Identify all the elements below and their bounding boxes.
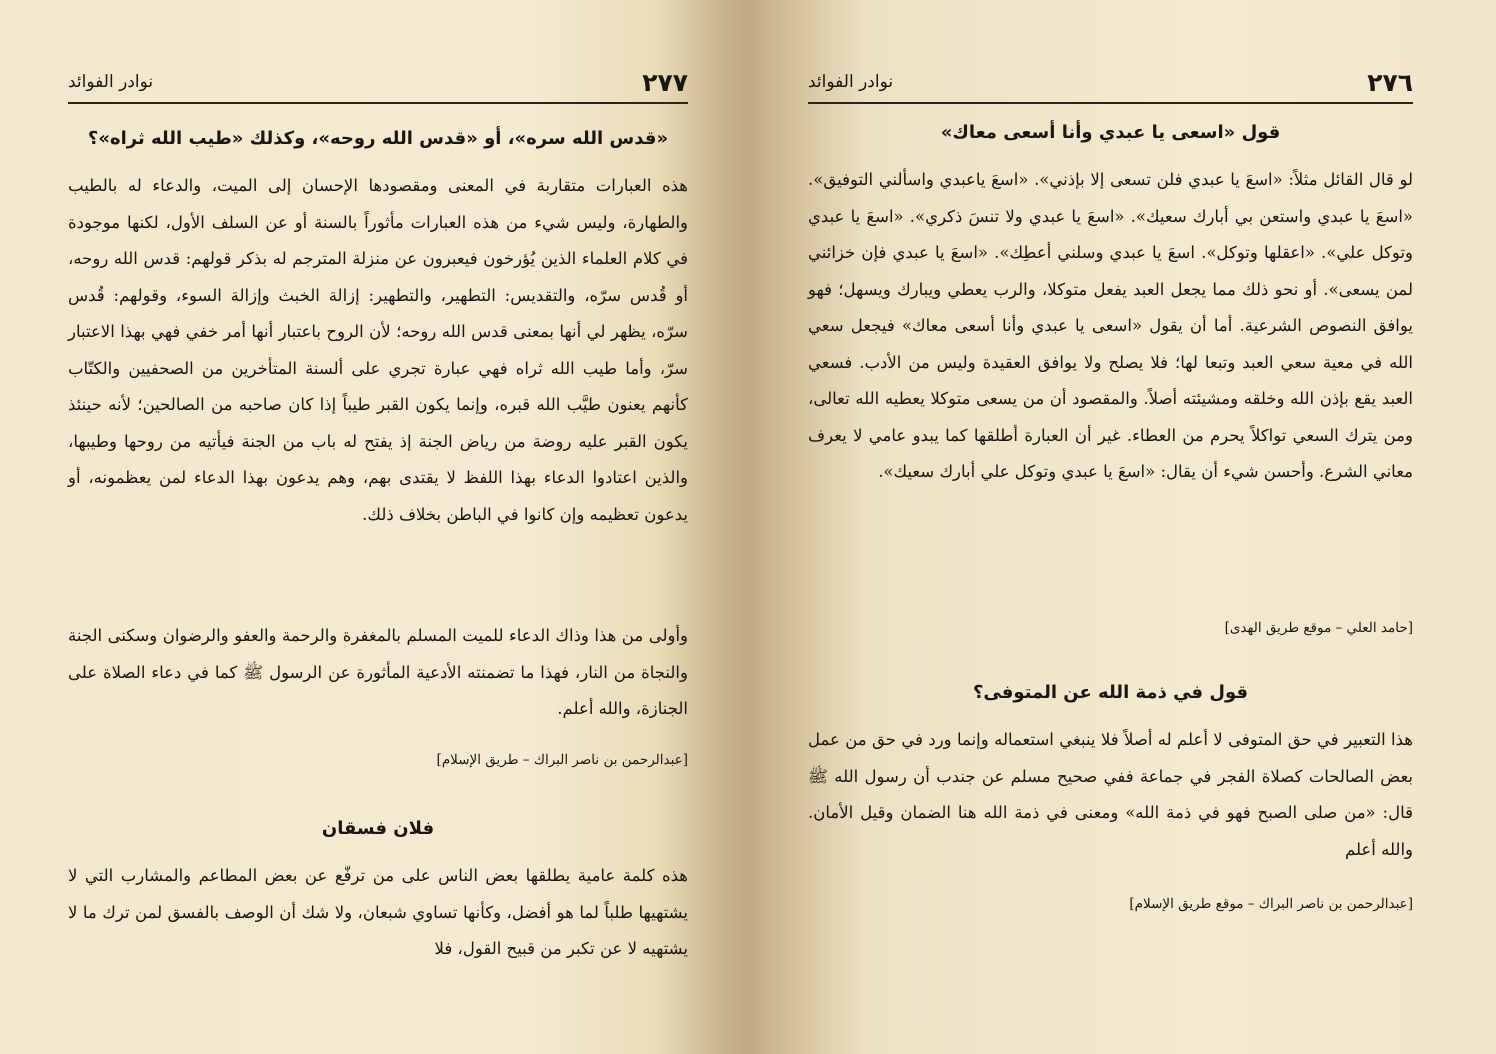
running-header [68,66,688,104]
paragraph: هذه العبارات متقاربة في المعنى ومقصودها الإحسان إلى الميت، والدعاء له بالطيب والطهارة، وليس شيء من هذه العبارات مأثوراً بالسنة أو عن السلف الأول، لكنها موجودة في كلام العلماء الذين يُؤرخون فيعبرون عن منزلة المترجم له بذكر قولهم: قدس الله روحه، أو قُدس سرّه، والتقديس: التطهير، والتطهير: إزالة الخبث وإزالة السوء، وقولهم: قُدس سرّه، يظهر لي أنها بمعنى قدس الله روحه؛ لأن الروح باعتبار أنها أمر خفي فهي بهذا الاعتبار سرّ، وأما طيب الله ثراه فهي عبارة تجري على ألسنة المتأخرين من الصحفيين والكتّاب كأنهم يعنون طيَّب الله قبره، وإنما يكون القبر طيباً إذا كان صاحبه من الصالحين؛ لأنه حينئذ يكون القبر عليه روضة من رياض الجنة إذ يفتح له باب من الجنة فيأتيه من روحها وطيبها، والذين اعتادوا الدعاء بهذا اللفظ لا يقتدى بهم، وهم يدعون بهذا الدعاء لمن يعظمونه، أو يدعون تعظيمه وإن كانوا في الباطن بخلاف ذلك. [68,176,688,524]
source-citation: [عبدالرحمن بن ناصر البراك – طريق الإسلام] [436,752,688,768]
section-title: «قدس الله سره»، أو «قدس الله روحه»، وكذلك «طيب الله ثراه»؟ [87,128,669,149]
left-page [68,0,688,1054]
section-title: قول «اسعى يا عبدي وأنا أسعى معاك» [940,122,1281,143]
section-title: فلان فسقان [321,818,435,839]
running-header [808,66,1413,104]
section-title: قول في ذمة الله عن المتوفى؟ [972,682,1249,703]
paragraph: هذه كلمة عامية يطلقها بعض الناس على من ترفّع عن بعض المطاعم والمشارب التي لا يشتهيها طلباً لما هو أفضل، وكأنها تساوي شبعان، ولا شك أن الوصف بالفسق لمن ترك ما لا يشتهيه لا عن تكبر من قبيح القول، فلا [68,866,688,958]
paragraph: هذا التعبير في حق المتوفى لا أعلم له أصلاً فلا ينبغي استعماله وإنما ورد في حق من عمل بعض الصالحات كصلاة الفجر في جماعة ففي صحيح مسلم عن جندب أن رسول الله ﷺ قال: «من صلى الصبح فهو في ذمة الله» ومعنى في ذمة الله هنا الضمان وقيل الأمان. والله أعلم [808,730,1413,859]
book-title: نوادر الفوائد [68,72,154,92]
paragraph: وأولى من هذا وذاك الدعاء للميت المسلم بالمغفرة والرحمة والعفو والرضوان وسكنى الجنة والنجاة من النار، فهذا ما تضمنته الأدعية المأثورة عن الرسول ﷺ كما في دعاء الصلاة على الجنازة، والله أعلم. [68,626,688,718]
source-citation: [حامد العلي – موقع طريق الهدى] [1224,620,1413,636]
page-number: ٢٧٦ [1367,68,1413,97]
paragraph: لو قال القائل مثلاً: «اسعَ يا عبدي فلن تسعى إلا بإذني». «اسعَ ياعبدي واسألني التوفيق». «اسعَ يا عبدي واستعن بي أبارك سعيك». «اسعَ يا عبدي ولا تنسَ ذكري». «اسعَ يا عبدي وتوكل علي». «اعقلها وتوكل». اسعَ يا عبدي وسلني أعطِك». «اسعَ يا عبدي فإن خزائني لمن يسعى». أو نحو ذلك مما يجعل العبد يفعل متوكلا، والرب يعطي ويبارك ويسهل؛ فهو يوافق النصوص الشرعية. أما أن يقول «اسعى يا عبدي وأنا أسعى معاك» فيجعل سعي الله في معية سعي العبد وتبعا لها؛ فلا يصلح ولا يوافق العقيدة وليس من الأدب. فسعي العبد يقع بإذن الله وخلقه ومشيئته أصلاً. والمقصود أن من يسعى متوكلا يعطيه الله تعالى، ومن يترك السعي تواكلاً يحرم من العطاء. غير أن العبارة أطلقها كما يبدو عامي لا يعرف معاني الشرع. وأحسن شيء أن يقال: «اسعَ يا عبدي وتوكل علي أبارك سعيك». [808,170,1413,481]
source-citation: [عبدالرحمن بن ناصر البراك – موقع طريق الإسلام] [1129,896,1413,912]
right-page [808,0,1413,1054]
page-number: ٢٧٧ [642,68,688,97]
book-title: نوادر الفوائد [808,72,894,92]
